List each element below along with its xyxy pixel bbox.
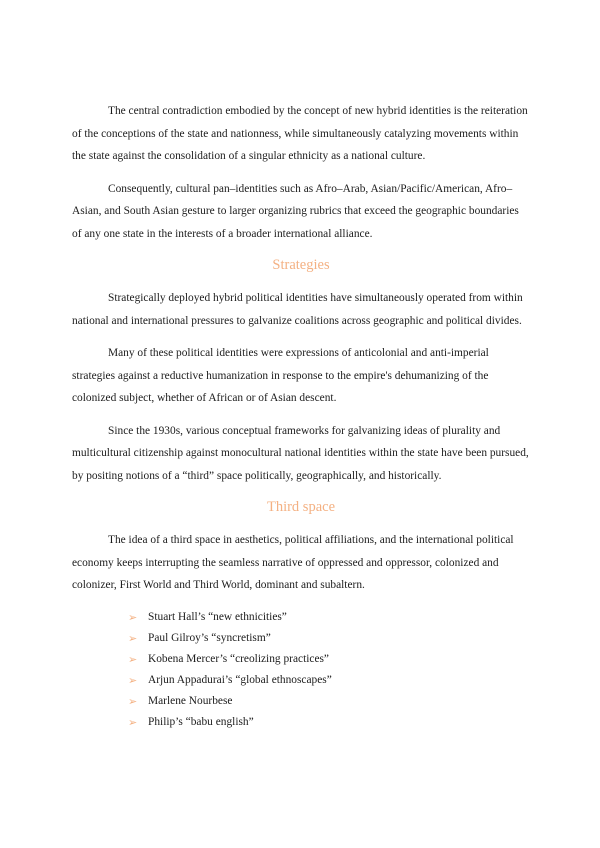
strategies-paragraph-1: Strategically deployed hybrid political identities have simultaneously operated from within national and international pressures to galvanize coalitions across geographic and political divides. [72, 292, 523, 327]
list-item-text: Stuart Hall’s “new ethnicities” [148, 610, 287, 623]
list-item [128, 691, 530, 712]
list-item-text: Kobena Mercer’s “creolizing practices” [148, 652, 329, 665]
list-item [128, 649, 530, 670]
strategies-paragraph-3: Since the 1930s, various conceptual frameworks for galvanizing ideas of plurality and multicultural citizenship against monocultural national identities within the state have been pursued, by positing notions of a “third” space politically, geographically, and historically. [72, 424, 529, 482]
document-body [72, 100, 530, 733]
section-heading-strategies: Strategies [272, 257, 330, 273]
list-item-text: Arjun Appadurai’s “global ethnoscapes” [148, 673, 332, 686]
third-space-paragraph-1: The idea of a third space in aesthetics, political affiliations, and the international political economy keeps interrupting the seamless narrative of oppressed and oppressor, colonized and colonizer, First World and Third World, dominant and subaltern. [72, 534, 514, 591]
list-item [128, 712, 530, 733]
arrowhead-icon: ➢ [128, 631, 138, 645]
list-item [128, 670, 530, 691]
strategies-paragraph-2: Many of these political identities were expressions of anticolonial and anti-imperial strategies against a reductive humanization in response to the empire's dehumanizing of the colonized subject, whether of African or of Asian descent. [72, 347, 489, 404]
thinkers-list [72, 607, 530, 733]
list-item [128, 607, 530, 628]
arrowhead-icon: ➢ [128, 673, 138, 687]
arrowhead-icon: ➢ [128, 715, 138, 729]
list-item-text: Paul Gilroy’s “syncretism” [148, 631, 271, 644]
intro-paragraph-2: Consequently, cultural pan–identities such as Afro–Arab, Asian/Pacific/American, Afro–Asian, and South Asian gesture to larger organizing rubrics that exceed the geographic boundaries of any one state in the interests of a broader international alliance. [72, 182, 519, 240]
intro-paragraph-1: The central contradiction embodied by the concept of new hybrid identities is the reiteration of the conceptions of the state and nationness, while simultaneously catalyzing movements within the state against the consolidation of a singular ethnicity as a national culture. [72, 105, 528, 162]
list-item-text: Marlene Nourbese [148, 694, 233, 707]
list-item [128, 628, 530, 649]
list-item-text: Philip’s “babu english” [148, 715, 254, 728]
arrowhead-icon: ➢ [128, 652, 138, 666]
arrowhead-icon: ➢ [128, 610, 138, 624]
section-heading-third-space: Third space [266, 499, 336, 515]
arrowhead-icon: ➢ [128, 694, 138, 708]
